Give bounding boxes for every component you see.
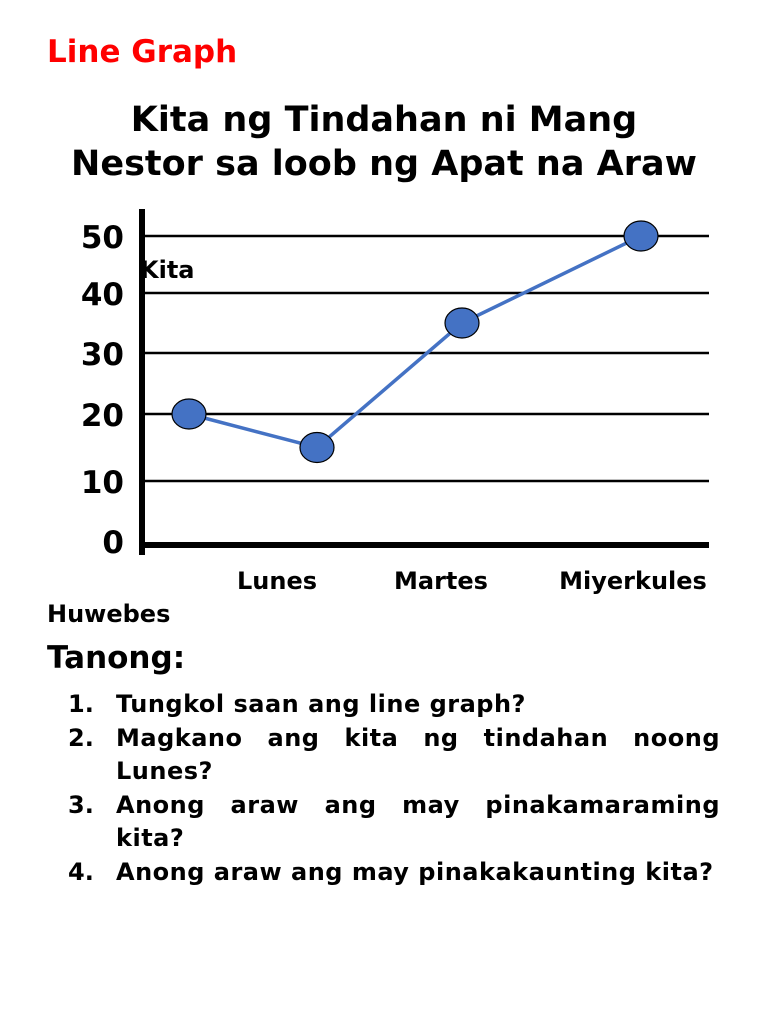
question-text: Anong araw ang may pinakamaraming kita? (116, 791, 720, 852)
question-number: 1. (68, 690, 94, 718)
questions-list (68, 688, 720, 890)
y-tick-label: 20 (80, 398, 124, 434)
x-tick-label: Miyerkules (559, 567, 707, 595)
question-number: 4. (68, 858, 94, 886)
question-text: Tungkol saan ang line graph? (116, 690, 526, 718)
data-point (172, 399, 206, 429)
chart-title-line-1: Kita ng Tindahan ni Mang (130, 100, 638, 140)
question-number: 3. (68, 791, 94, 819)
question-text: Anong araw ang may pinakakaunting kita? (116, 858, 714, 886)
question-item (68, 688, 720, 721)
y-tick-label: 10 (80, 465, 124, 501)
y-tick-label: 50 (80, 220, 124, 256)
page-heading: Line Graph (47, 34, 238, 70)
y-tick-label: 0 (102, 525, 124, 561)
question-item (68, 722, 720, 788)
y-tick-label: 40 (80, 277, 124, 313)
x-tick-label: Lunes (236, 567, 318, 595)
chart-title-line-2: Nestor sa loob ng Apat na Araw (71, 144, 697, 184)
question-text: Magkano ang kita ng tindahan noong Lunes? (116, 724, 720, 785)
questions-heading: Tanong: (47, 640, 186, 676)
data-point (624, 221, 658, 251)
data-point (445, 308, 479, 338)
question-item (68, 789, 720, 855)
y-tick-label: 30 (80, 337, 124, 373)
data-point (300, 433, 334, 463)
series-line (189, 236, 641, 448)
question-number: 2. (68, 724, 94, 752)
x-tick-label: Martes (394, 567, 488, 595)
chart-title (0, 98, 768, 186)
y-axis-label: Kita (140, 256, 195, 284)
line-chart (0, 200, 768, 630)
x-tick-label: Huwebes (47, 600, 171, 628)
question-item (68, 856, 720, 889)
